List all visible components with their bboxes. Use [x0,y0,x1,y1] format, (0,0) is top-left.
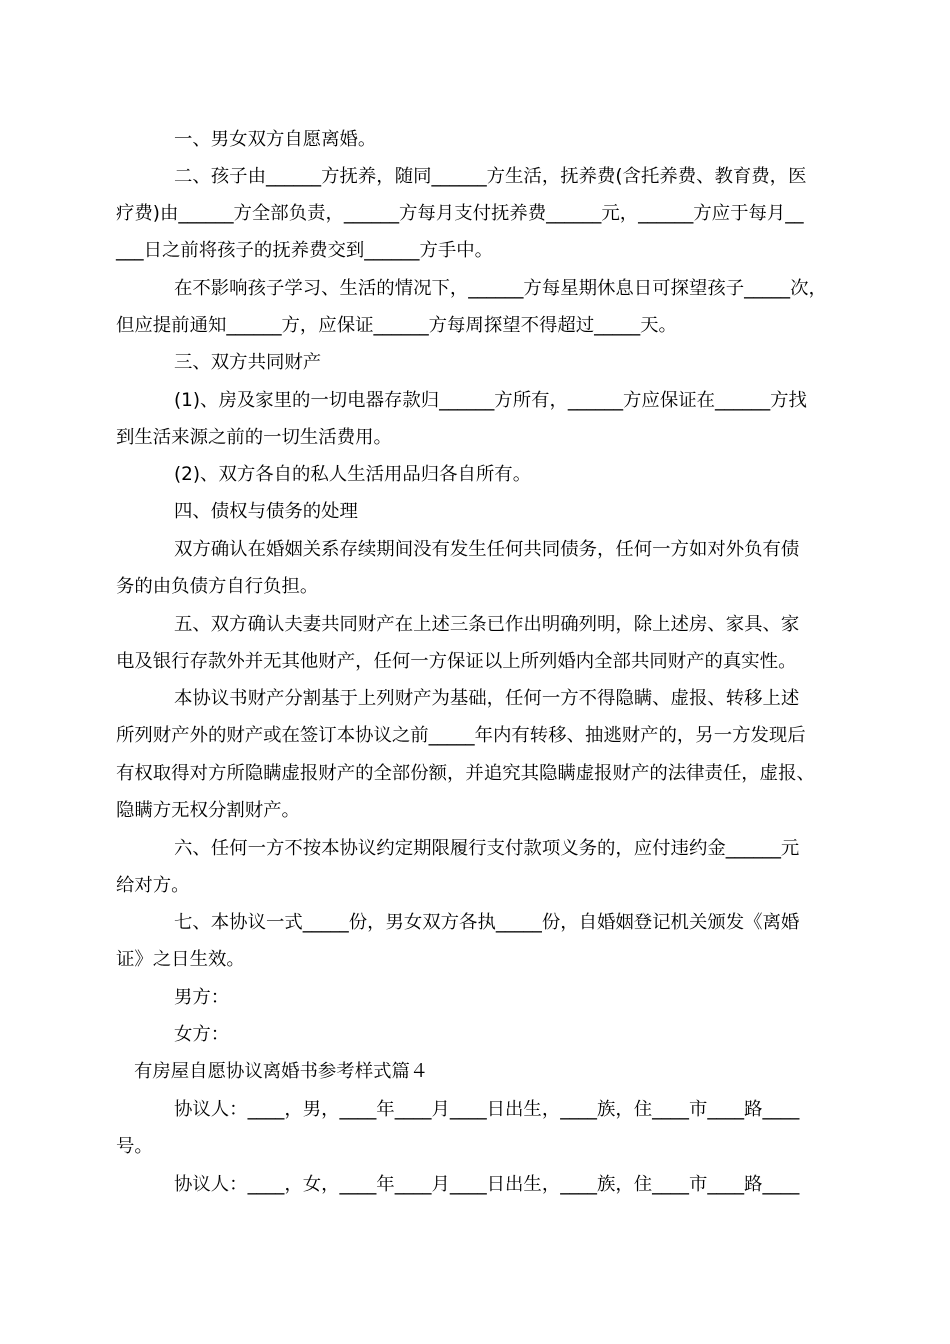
property-split-line-4: 隐瞒方无权分割财产。 [116,800,300,821]
visitation-line-1: 在不影响孩子学习、生活的情况下，______方每星期休息日可探望孩子_____次， [174,278,827,299]
clause-5-line-2: 电及银行存款外并无其他财产，任何一方保证以上所列婚内全部共同财产的真实性。 [116,651,797,672]
clause-2-line-3: ___日之前将孩子的抚养费交到______方手中。 [116,240,494,261]
visitation-line-2: 但应提前通知______方，应保证______方每周探望不得超过_____天。 [116,315,677,336]
clause-4-heading: 四、债权与债务的处理 [174,501,358,522]
property-split-line-3: 有权取得对方所隐瞒虚报财产的全部份额，并追究其隐瞒虚报财产的法律责任，虚报、 [116,763,815,784]
section-title: 有房屋自愿协议离婚书参考样式篇４ [134,1061,429,1082]
clause-2-line-1: 二、孩子由______方抚养，随同______方生活，抚养费(含托养费、教育费，医 [174,166,807,187]
party-1-line-1: 协议人：____，男，____年____月____日出生，____族，住____市____路____ [174,1099,800,1120]
clause-3-item-2: (2)、双方各自的私人生活用品归各自所有。 [174,464,532,485]
clause-6-line-1: 六、任何一方不按本协议约定期限履行支付款项义务的，应付违约金______元 [174,838,800,859]
clause-5-line-1: 五、双方确认夫妻共同财产在上述三条已作出明确列明，除上述房、家具、家 [174,614,800,635]
property-split-line-2: 所列财产外的财产或在签订本协议之前_____年内有转移、抽逃财产的，另一方发现后 [116,725,806,746]
party-1-line-2: 号。 [116,1136,153,1157]
clause-1: 一、男女双方自愿离婚。 [174,129,377,150]
clause-6-line-2: 给对方。 [116,875,190,896]
female-party-signature: 女方： [174,1024,230,1045]
clause-2-line-2: 疗费)由______方全部负责，______方每月支付抚养费______元，______方应于每月__ [116,203,804,224]
male-party-signature: 男方： [174,987,230,1008]
debt-line-2: 务的由负债方自行负担。 [116,576,319,597]
property-split-line-1: 本协议书财产分割基于上列财产为基础，任何一方不得隐瞒、虚报、转移上述 [174,688,800,709]
debt-line-1: 双方确认在婚姻关系存续期间没有发生任何共同债务，任何一方如对外负有债 [174,539,800,560]
clause-7-line-2: 证》之日生效。 [116,949,245,970]
party-2-line-1: 协议人：____，女，____年____月____日出生，____族，住____市____路____ [174,1174,800,1195]
clause-3-heading: 三、双方共同财产 [174,352,322,373]
clause-7-line-1: 七、本协议一式_____份，男女双方各执_____份，自婚姻登记机关颁发《离婚 [174,912,800,933]
clause-3-item-1-line-2: 到生活来源之前的一切生活费用。 [116,427,392,448]
clause-3-item-1-line-1: (1)、房及家里的一切电器存款归______方所有，______方应保证在______方找 [174,390,807,411]
